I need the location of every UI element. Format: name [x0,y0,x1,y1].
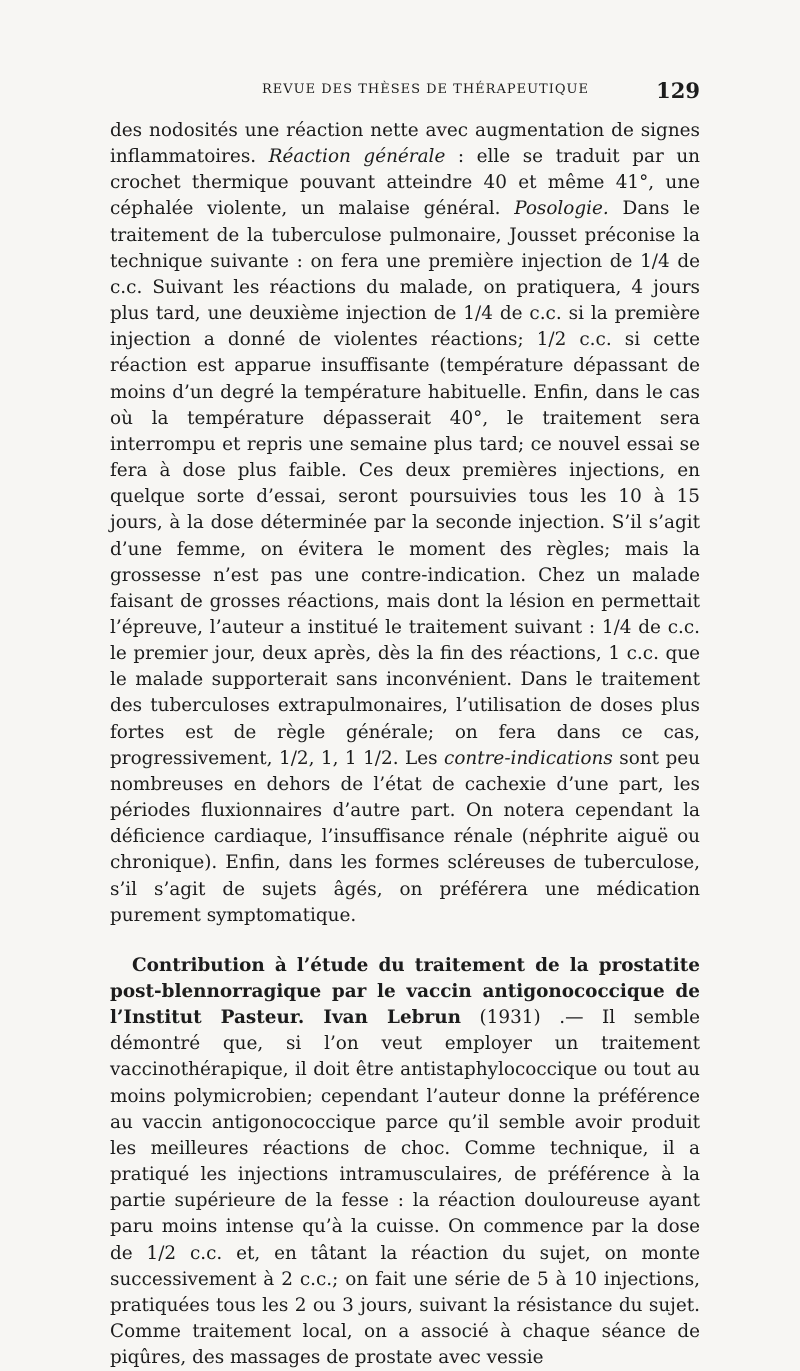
text-run: : elle se traduit par un crochet thermique pouvant atteindre 40 et même 41°, une céphalée violente, un malaise général. [110,146,701,220]
text-run: Dans le traitement de la tuberculose pulmonaire, Jousset préconise la technique suivante : on fera une première injection de 1/4 de c.c. Suivant les réactions du malade, on pratiquera, 4 jours plus tard, une deuxième injection de 1/4 de c.c. si la première injection a donné de violentes réactions; 1/2 c.c. si cette réaction est apparue insuffisante (température dépassant de moins d’un degré la température habituelle. Enfin, dans le cas où la température dépasserait 40°, le traitement sera interrompu et repris une semaine plus tard; ce nouvel essai se fera à dose plus faible. Ces deux premières injections, en quelque sorte d’essai, seront poursuivies tous les 10 à 15 jours, à la dose déterminée par la seconde injection. S’il s’agit d’une femme, on évitera le moment des règles; mais la grossesse n’est pas une contre-indication. Chez un malade faisant de grosses réactions, mais dont la lésion en permettait l’épreuve, l’auteur a institué le traitement suivant : 1/4 de c.c. le premier jour, deux après, dès la fin des réactions, 1 c.c. que le malade supporterait sans inconvénient. Dans le traitement des tuberculoses extrapulmonaires, l’utilisation de doses plus fortes est de règle générale; on fera dans ce cas, progressivement, 1/2, 1, 1 1/2. Les [110,198,700,769]
label-contre-indications: contre-indications [444,747,613,769]
text-column [110,118,700,1371]
text-run: des nodosités une réaction nette avec augmentation de signes inflammatoires. [110,120,700,168]
paragraph-jousset [110,118,700,929]
text-run: sont peu nombreuses en dehors de l’état de cachexie d’une part, les périodes fluxionnaires d’autre part. On notera cependant la déficience cardiaque, l’insuffisance rénale (néphrite aiguë ou chronique). Enfin, dans les formes scléreuses de tuberculose, s’il s’agit de sujets âgés, on préférera une médication purement symptomatique. [110,747,701,926]
label-reaction-generale: Réaction générale [268,146,446,168]
thesis-title-heading: Contribution à l’étude du traitement de la prostatite post-blennorragique par le vaccin antigonococcique de l’Institut Pasteur. Ivan Lebrun [110,954,700,1029]
paragraph-lebrun [110,953,700,1371]
label-posologie: Posologie. [514,198,609,220]
running-title: REVUE DES THÈSES DE THÉRAPEUTIQUE [262,82,589,97]
page-number: 129 [656,78,700,103]
page-header [110,80,700,106]
text-run: (1931) .— Il semble démontré que, si l’on veut employer un traitement vaccinothérapique, il doit être antistaphylococcique ou tout au moins polymicrobien; cependant l’auteur donne la préférence au vaccin antigonococcique parce qu’il semble avoir produit les meilleures réactions de choc. Comme technique, il a pratiqué les injections intramusculaires, de préférence à la partie supérieure de la fesse : la réaction douloureuse ayant paru moins intense qu’à la cuisse. On commence par la dose de 1/2 c.c. et, en tâtant la réaction du sujet, on monte successivement à 2 c.c.; on fait une série de 5 à 10 injections, pratiquées tous les 2 ou 3 jours, suivant la résistance du sujet. Comme traitement local, on a associé à chaque séance de piqûres, des massages de prostate avec vessie [110,1007,701,1369]
